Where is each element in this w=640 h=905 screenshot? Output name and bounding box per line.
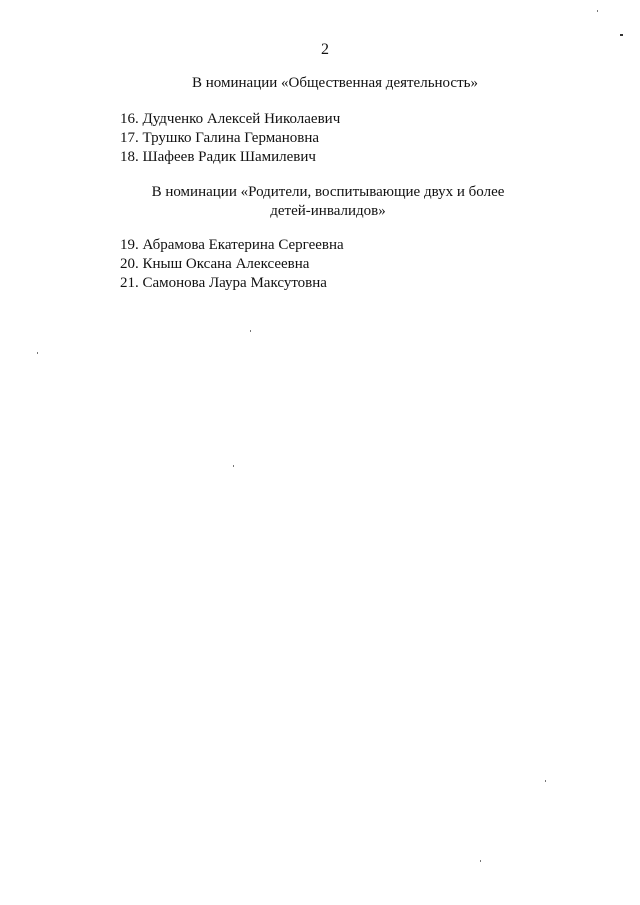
section-heading-public-activity	[140, 74, 530, 93]
section-heading-parents	[150, 183, 506, 221]
list-item: 19. Абрамова Екатерина Сергеевна	[120, 237, 344, 253]
list-item: 21. Самонова Лаура Максутовна	[120, 275, 327, 291]
scan-speck	[597, 10, 598, 12]
scan-mark	[620, 34, 623, 36]
scan-speck	[480, 860, 481, 862]
scan-speck	[250, 330, 251, 332]
scan-speck	[545, 780, 546, 782]
section-heading-line: В номинации «Общественная деятельность»	[192, 75, 478, 91]
list-item: 18. Шафеев Радик Шамилевич	[120, 149, 316, 165]
scan-speck	[37, 352, 38, 354]
list-item: 20. Кныш Оксана Алексеевна	[120, 256, 310, 272]
list-item: 17. Трушко Галина Германовна	[120, 130, 320, 146]
list-item: 16. Дудченко Алексей Николаевич	[120, 111, 341, 127]
section-heading-line: В номинации «Родители, воспитывающие двух и более	[151, 184, 505, 200]
scan-speck	[233, 465, 234, 467]
nominee-list-public-activity	[120, 110, 340, 167]
nominee-list-parents	[120, 236, 344, 293]
section-heading-line: детей-инвалидов»	[270, 203, 386, 219]
page-number: 2	[321, 41, 329, 58]
